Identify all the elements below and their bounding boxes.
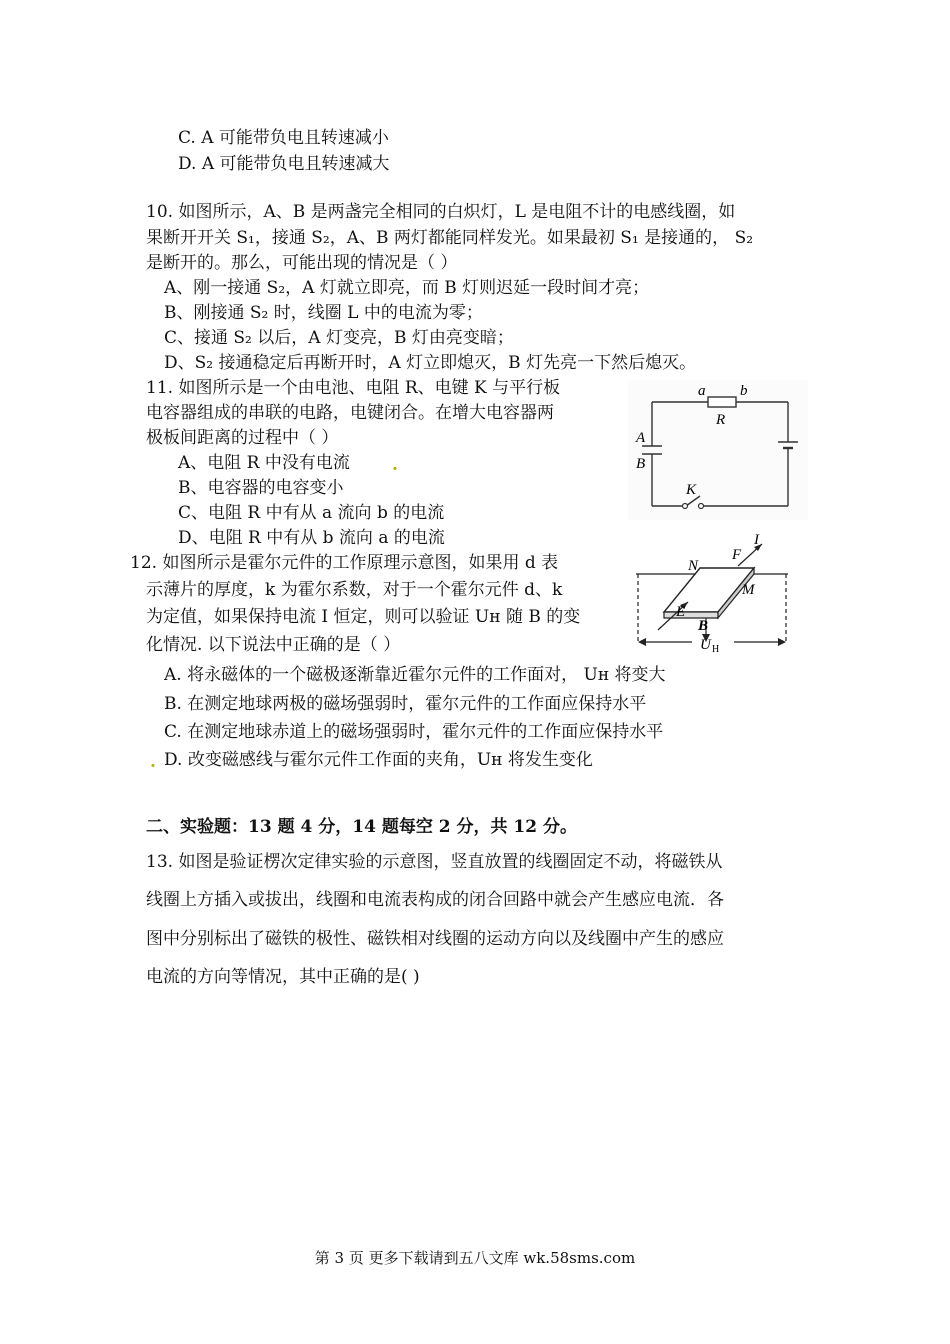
q12-option-a: A. 将永磁体的一个磁极逐渐靠近霍尔元件的工作面对， Uн 将变大 bbox=[164, 665, 666, 685]
q13-stem-line3: 图中分别标出了磁铁的极性、磁铁相对线圈的运动方向以及线圈中产生的感应 bbox=[146, 929, 724, 949]
q12-hall-element-figure bbox=[630, 532, 800, 654]
label-B: B bbox=[636, 456, 646, 472]
label-K: K bbox=[686, 482, 697, 498]
q11-option-d: D、电阻 R 中有从 b 流向 a 的电流 bbox=[178, 528, 445, 548]
stray-dot-mark-2: . bbox=[150, 752, 156, 772]
q12-stem-line1: 12. 如图所示是霍尔元件的工作原理示意图，如果用 d 表 bbox=[130, 553, 559, 573]
q12-stem-line3: 为定值，如果保持电流 I 恒定，则可以验证 Uн 随 B 的变 bbox=[146, 607, 581, 627]
q13-stem-line2: 线圈上方插入或拔出，线圈和电流表构成的闭合回路中就会产生感应电流．各 bbox=[146, 890, 724, 910]
q11-option-a: A、电阻 R 中没有电流 bbox=[178, 453, 350, 473]
q10-option-c: C、接通 S₂ 以后，A 灯变亮，B 灯由亮变暗； bbox=[164, 328, 514, 348]
q10-stem-line3: 是断开的。那么，可能出现的情况是（ ） bbox=[146, 253, 458, 273]
label-B-field: B bbox=[698, 618, 709, 634]
label-R: R bbox=[716, 412, 726, 428]
page-footer: 第 3 页 更多下载请到五八文库 wk.58sms.com bbox=[314, 1249, 636, 1267]
label-N: N bbox=[688, 558, 699, 574]
q10-stem-line2: 果断开开关 S₁，接通 S₂，A、B 两灯都能同样发光。如果最初 S₁ 是接通的， S₂ bbox=[146, 228, 754, 248]
q9-option-c: C. A 可能带负电且转速减小 bbox=[178, 128, 389, 148]
q12-stem-line2: 示薄片的厚度，k 为霍尔系数，对于一个霍尔元件 d、k bbox=[146, 580, 563, 600]
label-U: U bbox=[700, 637, 711, 653]
label-E: E bbox=[676, 604, 686, 620]
q10-option-a: A、刚一接通 S₂，A 灯就立即亮，而 B 灯则迟延一段时间才亮； bbox=[164, 278, 650, 298]
q10-option-b: B、刚接通 S₂ 时，线圈 L 中的电流为零； bbox=[164, 303, 483, 323]
section-heading-experiment: 二、实验题：13 题 4 分，14 题每空 2 分，共 12 分。 bbox=[146, 817, 577, 837]
q11-stem-line1: 11. 如图所示是一个由电池、电阻 R、电键 K 与平行板 bbox=[146, 378, 561, 398]
label-a: a bbox=[698, 383, 706, 399]
q12-option-c: C. 在测定地球赤道上的磁场强弱时，霍尔元件的工作面应保持水平 bbox=[164, 722, 664, 742]
label-H-subscript: H bbox=[712, 644, 720, 654]
q13-stem-line4: 电流的方向等情况，其中正确的是( ) bbox=[146, 967, 420, 987]
label-b: b bbox=[740, 383, 748, 399]
q12-option-d: D. 改变磁感线与霍尔元件工作面的夹角，Uн 将发生变化 bbox=[164, 750, 593, 770]
q11-stem-line3: 极板间距离的过程中（ ） bbox=[146, 428, 339, 448]
q11-option-c: C、电阻 R 中有从 a 流向 b 的电流 bbox=[178, 503, 445, 523]
q10-option-d: D、S₂ 接通稳定后再断开时，A 灯立即熄灭，B 灯先亮一下然后熄灭。 bbox=[164, 353, 697, 373]
label-A: A bbox=[636, 430, 646, 446]
label-I: I bbox=[754, 532, 759, 548]
q11-circuit-figure bbox=[628, 380, 808, 520]
stray-dot-mark: . bbox=[392, 455, 398, 475]
q11-option-b: B、电容器的电容变小 bbox=[178, 478, 344, 498]
q9-option-d: D. A 可能带负电且转速减大 bbox=[178, 154, 390, 174]
label-F: F bbox=[732, 547, 742, 563]
q11-stem-line2: 电容器组成的串联的电路，电键闭合。在增大电容器两 bbox=[146, 403, 554, 423]
q13-stem-line1: 13. 如图是验证楞次定律实验的示意图，竖直放置的线圈固定不动，将磁铁从 bbox=[146, 852, 723, 872]
q12-stem-line4: 化情况. 以下说法中正确的是（ ） bbox=[146, 635, 401, 655]
q10-stem-line1: 10. 如图所示，A、B 是两盏完全相同的白炽灯，L 是电阻不计的电感线圈，如 bbox=[146, 202, 736, 222]
q12-option-b: B. 在测定地球两极的磁场强弱时，霍尔元件的工作面应保持水平 bbox=[164, 694, 647, 714]
label-M: M bbox=[742, 582, 755, 598]
